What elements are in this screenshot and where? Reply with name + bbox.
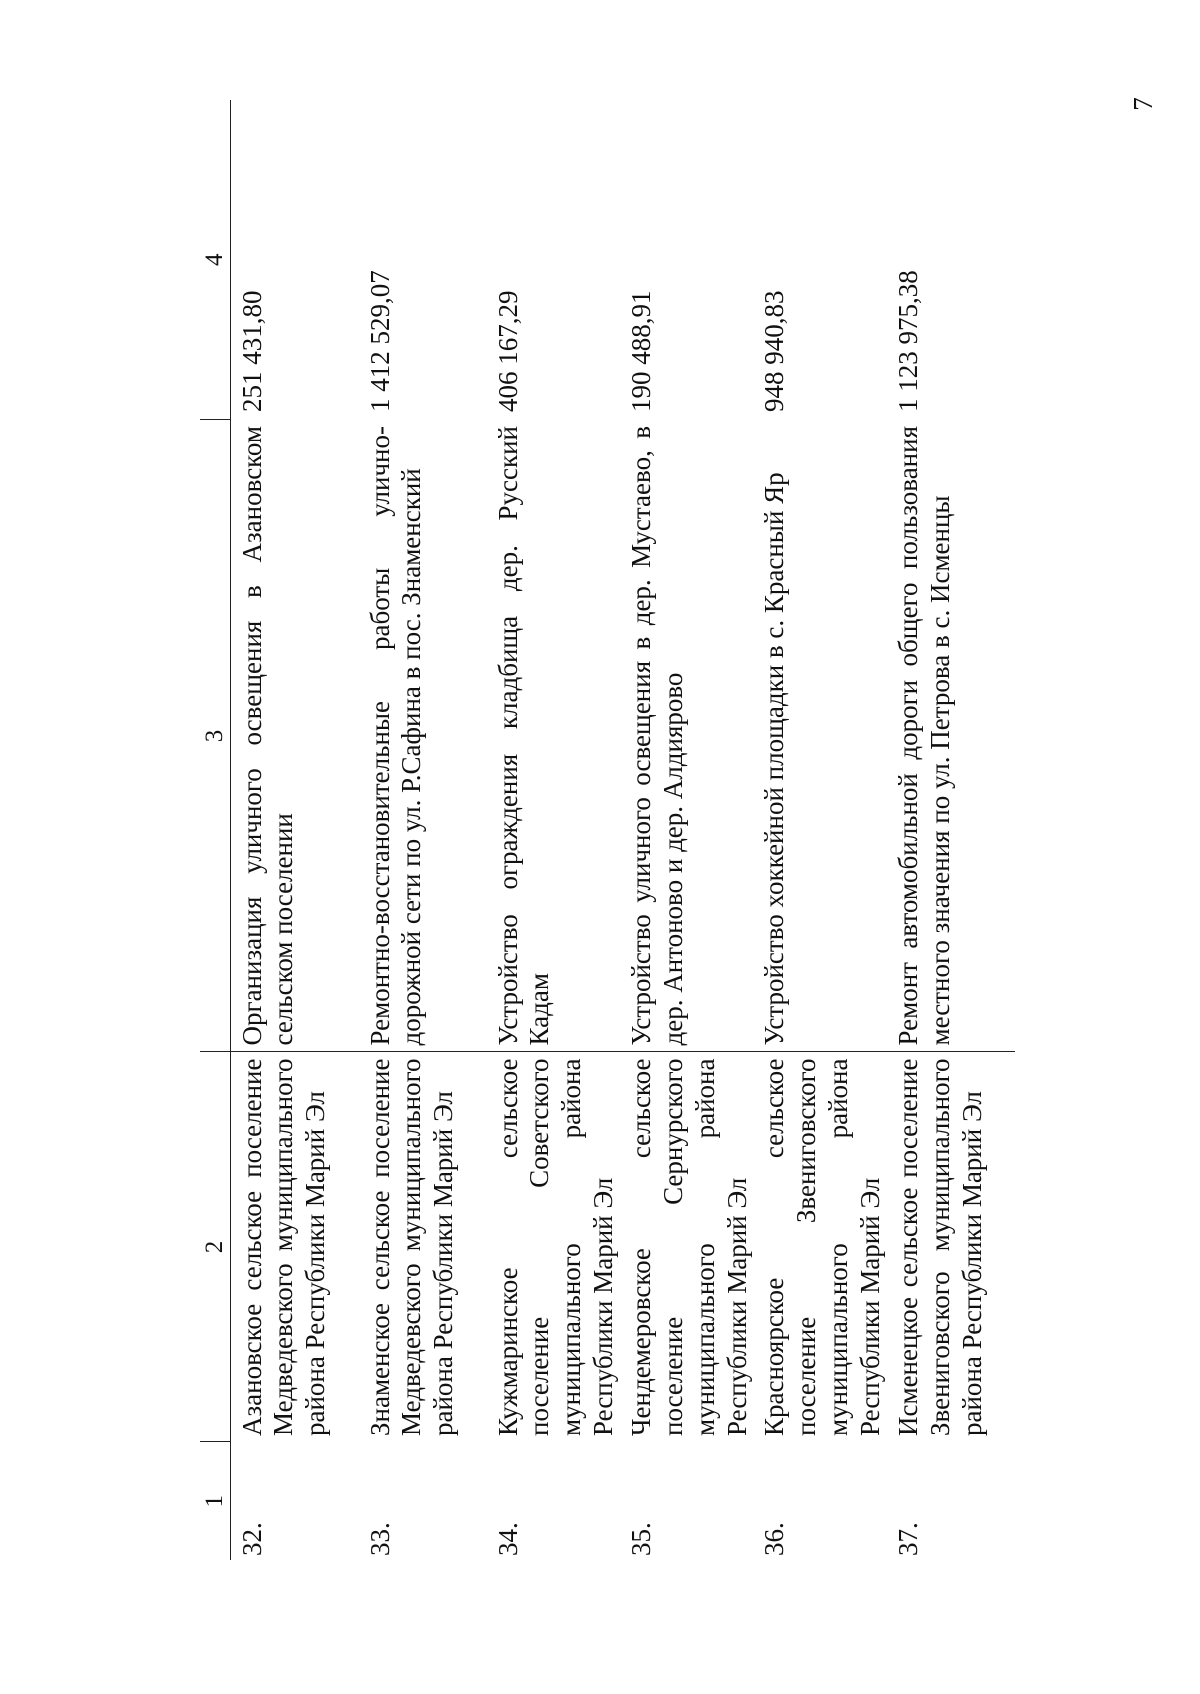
project-description: Организация уличного освещения в Азановском сельском поселении xyxy=(230,420,359,1052)
table-row xyxy=(753,100,886,1560)
column-header-2: 2 xyxy=(200,1052,230,1442)
table-header-row xyxy=(200,100,230,1560)
settlement-name: Красноярское сельское поселение Звениговского муниципального района Республики Марий Эл xyxy=(759,1058,885,1436)
project-description: Ремонтно-восстановительные работы улично-дорожной сети по ул. Р.Сафина в пос. Знаменский xyxy=(359,420,487,1052)
table-row xyxy=(359,100,487,1560)
settlement-name: Азановское сельское поселение Медведевского муниципального района Республики Марий Эл xyxy=(236,1058,331,1436)
amount: 406 167,29 xyxy=(492,290,523,412)
appendix-table xyxy=(200,100,1015,1560)
amount: 1 412 529,07 xyxy=(364,270,395,412)
row-number: 34. xyxy=(492,1522,523,1556)
column-header-4: 4 xyxy=(200,100,230,420)
project-description: Устройство уличного освещения в дер. Мустаево, в дер. Антоново и дер. Алдиярово xyxy=(620,420,753,1052)
settlement-name: Исменецкое сельское поселение Звениговского муниципального района Республики Марий Эл xyxy=(892,1058,987,1436)
project-description: Устройство хоккейной площадки в с. Красный Яр xyxy=(753,420,886,1052)
table-row xyxy=(230,100,359,1560)
settlement-name: Чендемеровское сельское поселение Сернурского муниципального района Республики Марий Эл xyxy=(625,1058,752,1436)
table-row xyxy=(620,100,753,1560)
project-description: Ремонт автомобильной дороги общего пользования местного значения по ул. Петрова в с. Исменцы xyxy=(887,420,1015,1052)
row-number: 35. xyxy=(625,1522,656,1556)
column-header-1: 1 xyxy=(200,1442,230,1560)
rotated-table-container xyxy=(200,100,1010,1560)
row-number: 32. xyxy=(236,1522,267,1556)
amount: 1 123 975,38 xyxy=(892,270,923,412)
row-number: 33. xyxy=(364,1522,395,1556)
amount: 948 940,83 xyxy=(759,290,790,412)
project-description: Устройство ограждения кладбища дер. Русский Кадам xyxy=(487,420,620,1052)
amount: 251 431,80 xyxy=(236,290,267,412)
amount: 190 488,91 xyxy=(625,290,656,412)
settlement-name: Знаменское сельское поселение Медведевского муниципального района Республики Марий Эл xyxy=(364,1058,459,1436)
table-row xyxy=(887,100,1015,1560)
row-number: 37. xyxy=(892,1522,923,1556)
page-number: 7 xyxy=(1127,97,1158,111)
row-number: 36. xyxy=(759,1522,790,1556)
settlement-name: Кужмаринское сельское поселение Советского муниципального района Республики Марий Эл xyxy=(492,1058,619,1436)
column-header-3: 3 xyxy=(200,420,230,1052)
table-row xyxy=(487,100,620,1560)
